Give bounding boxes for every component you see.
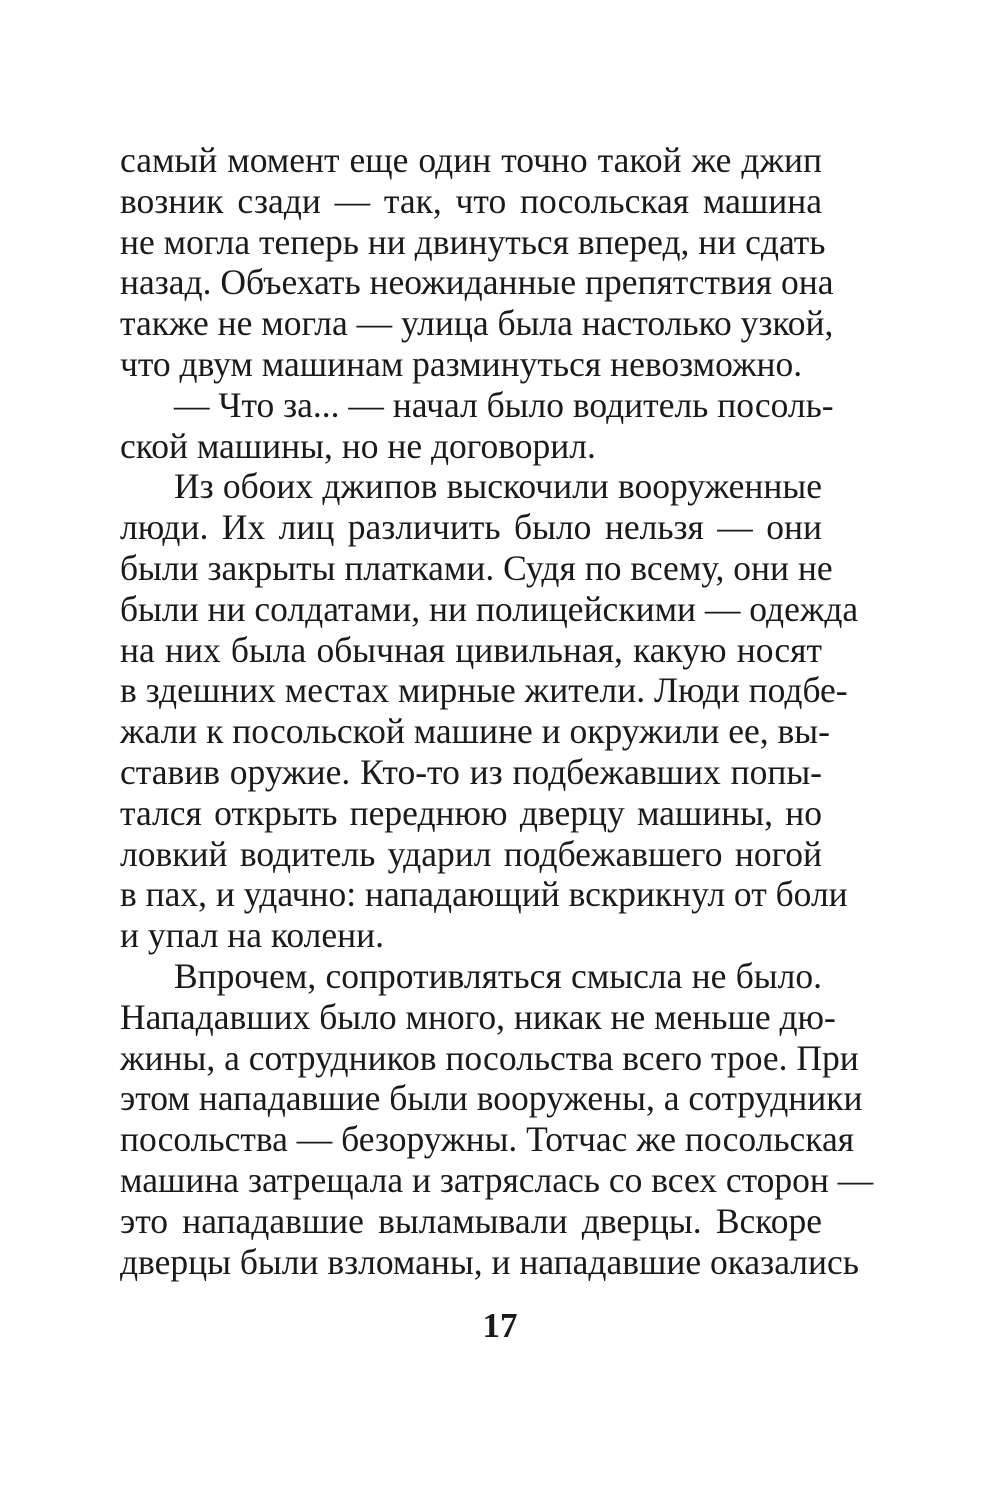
text-line: Из обоих джипов выскочили вооруженные xyxy=(174,466,822,507)
text-line: в пах, и удачно: нападающий вскрикнул от боли xyxy=(120,874,848,915)
text-line: дверцы были взломаны, и нападавшие оказались xyxy=(120,1241,859,1282)
text-line: были закрыты платками. Судя по всему, они не xyxy=(120,547,833,588)
text-line: ской машины, но не договорил. xyxy=(120,425,596,466)
text-line: Нападавших было много, никак не меньше дю- xyxy=(120,996,836,1037)
text-line: машина затрещала и затряслась со всех сторон — xyxy=(120,1159,874,1200)
text-line: люди. Их лиц различить было нельзя — они xyxy=(120,507,822,548)
text-line: в здешних местах мирные жители. Люди подбе- xyxy=(120,670,848,711)
text-line: не могла теперь ни двинуться вперед, ни сдать xyxy=(120,221,826,262)
text-line: и упал на колени. xyxy=(120,915,384,956)
text-line: были ни солдатами, ни полицейскими — одежда xyxy=(120,588,859,629)
text-line: — Что за... — начал было водитель посоль- xyxy=(174,384,834,425)
text-line: посольства — безоружны. Тотчас же посольская xyxy=(120,1119,855,1160)
text-line: ловкий водитель ударил подбежавшего ногой xyxy=(120,833,822,874)
text-line: этом нападавшие были вооружены, а сотрудники xyxy=(120,1078,863,1119)
text-line: тался открыть переднюю дверцу машины, но xyxy=(120,792,822,833)
text-line: жины, а сотрудников посольства всего трое. При xyxy=(120,1037,859,1078)
body-text xyxy=(120,140,874,1282)
page-number: 17 xyxy=(482,1306,518,1345)
text-line: Впрочем, сопротивляться смысла не было. xyxy=(174,955,822,996)
text-line: возник сзади — так, что посольская машина xyxy=(120,180,822,221)
text-line: ставив оружие. Кто-то из подбежавших попы- xyxy=(120,751,822,792)
text-line: что двум машинам разминуться невозможно. xyxy=(120,343,803,384)
text-line: жали к посольской машине и окружили ее, вы- xyxy=(120,711,830,752)
text-line: самый момент еще один точно такой же джип xyxy=(120,140,822,180)
text-line: также не могла — улица была настолько узкой, xyxy=(120,303,834,344)
text-line: это нападавшие выламывали дверцы. Вскоре xyxy=(120,1200,822,1241)
text-line: назад. Объехать неожиданные препятствия она xyxy=(120,262,834,303)
text-line: на них была обычная цивильная, какую носят xyxy=(120,629,822,670)
